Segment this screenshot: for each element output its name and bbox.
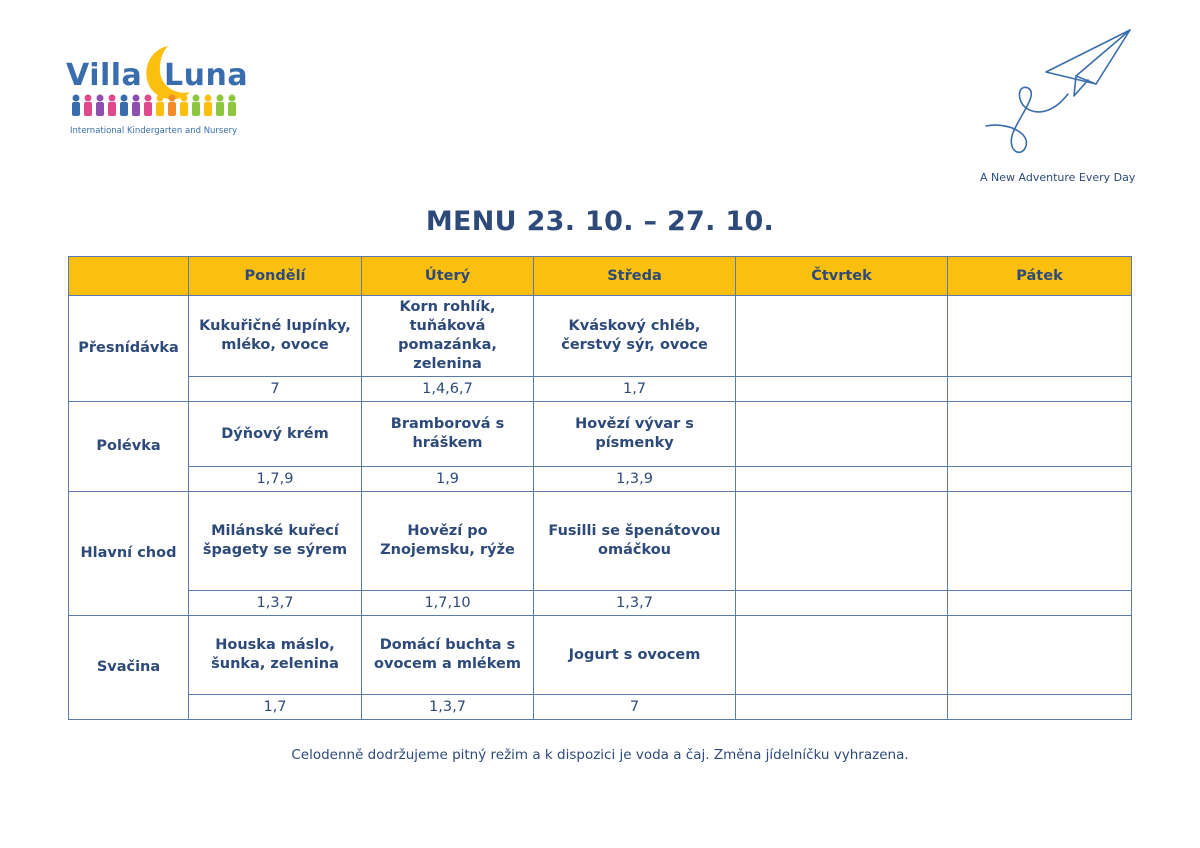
dish-cell	[736, 616, 948, 695]
dish-cell: Hovězí po Znojemsku, rýže	[362, 492, 534, 591]
day-header: Pátek	[948, 257, 1132, 296]
allergen-cell: 1,3,7	[189, 591, 362, 616]
allergen-cell	[948, 591, 1132, 616]
allergen-cell: 1,3,9	[534, 467, 736, 492]
dish-cell: Milánské kuřecí špagety se sýrem	[189, 492, 362, 591]
allergen-cell	[736, 591, 948, 616]
dish-row	[69, 402, 1132, 467]
dish-cell	[948, 492, 1132, 591]
dish-cell: Bramborová s hráškem	[362, 402, 534, 467]
dish-cell: Hovězí vývar s písmenky	[534, 402, 736, 467]
dish-cell: Jogurt s ovocem	[534, 616, 736, 695]
dish-cell: Houska máslo, šunka, zelenina	[189, 616, 362, 695]
allergen-cell	[736, 467, 948, 492]
dish-cell: Kukuřičné lupínky, mléko, ovoce	[189, 296, 362, 377]
day-header: Úterý	[362, 257, 534, 296]
allergen-cell: 1,7	[189, 695, 362, 720]
allergen-row	[69, 467, 1132, 492]
dish-cell	[736, 296, 948, 377]
dish-cell: Kváskový chléb, čerstvý sýr, ovoce	[534, 296, 736, 377]
meal-label: Polévka	[69, 402, 189, 492]
allergen-cell	[948, 377, 1132, 402]
meal-label: Přesnídávka	[69, 296, 189, 402]
dish-row	[69, 492, 1132, 591]
dish-cell	[948, 616, 1132, 695]
tagline: A New Adventure Every Day	[980, 171, 1136, 184]
dish-row	[69, 616, 1132, 695]
allergen-cell: 7	[534, 695, 736, 720]
header-row	[69, 257, 1132, 296]
day-header: Čtvrtek	[736, 257, 948, 296]
dish-cell: Domácí buchta s ovocem a mlékem	[362, 616, 534, 695]
page-title: MENU 23. 10. – 27. 10.	[425, 206, 775, 237]
dish-cell: Fusilli se špenátovou omáčkou	[534, 492, 736, 591]
allergen-row	[69, 377, 1132, 402]
allergen-cell: 1,9	[362, 467, 534, 492]
dish-cell: Korn rohlík, tuňáková pomazánka, zelenina	[362, 296, 534, 377]
allergen-cell: 1,7,9	[189, 467, 362, 492]
villa-luna-logo	[64, 44, 254, 140]
allergen-cell	[736, 695, 948, 720]
dish-cell	[736, 402, 948, 467]
footer-note: Celodenně dodržujeme pitný režim a k dispozici je voda a čaj. Změna jídelníčku vyhrazena.	[291, 747, 909, 763]
allergen-cell: 1,7	[534, 377, 736, 402]
dish-row	[69, 296, 1132, 377]
header-empty	[69, 257, 189, 296]
allergen-row	[69, 591, 1132, 616]
allergen-cell	[948, 695, 1132, 720]
logo-subtitle: International Kindergarten and Nursery	[70, 126, 238, 136]
allergen-cell: 1,3,7	[362, 695, 534, 720]
logo-villa-text: Villa	[66, 58, 143, 93]
dish-cell	[948, 402, 1132, 467]
dish-cell	[948, 296, 1132, 377]
day-header: Středa	[534, 257, 736, 296]
allergen-cell: 1,7,10	[362, 591, 534, 616]
dish-cell	[736, 492, 948, 591]
allergen-cell: 1,4,6,7	[362, 377, 534, 402]
meal-label: Hlavní chod	[69, 492, 189, 616]
allergen-cell: 7	[189, 377, 362, 402]
children-icon	[70, 94, 240, 118]
allergen-cell	[736, 377, 948, 402]
allergen-cell: 1,3,7	[534, 591, 736, 616]
logo-luna-text: Luna	[164, 58, 249, 93]
allergen-row	[69, 695, 1132, 720]
menu-table	[68, 256, 1132, 720]
day-header: Pondělí	[189, 257, 362, 296]
allergen-cell	[948, 467, 1132, 492]
paper-plane-icon	[976, 24, 1146, 164]
meal-label: Svačina	[69, 616, 189, 720]
dish-cell: Dýňový krém	[189, 402, 362, 467]
